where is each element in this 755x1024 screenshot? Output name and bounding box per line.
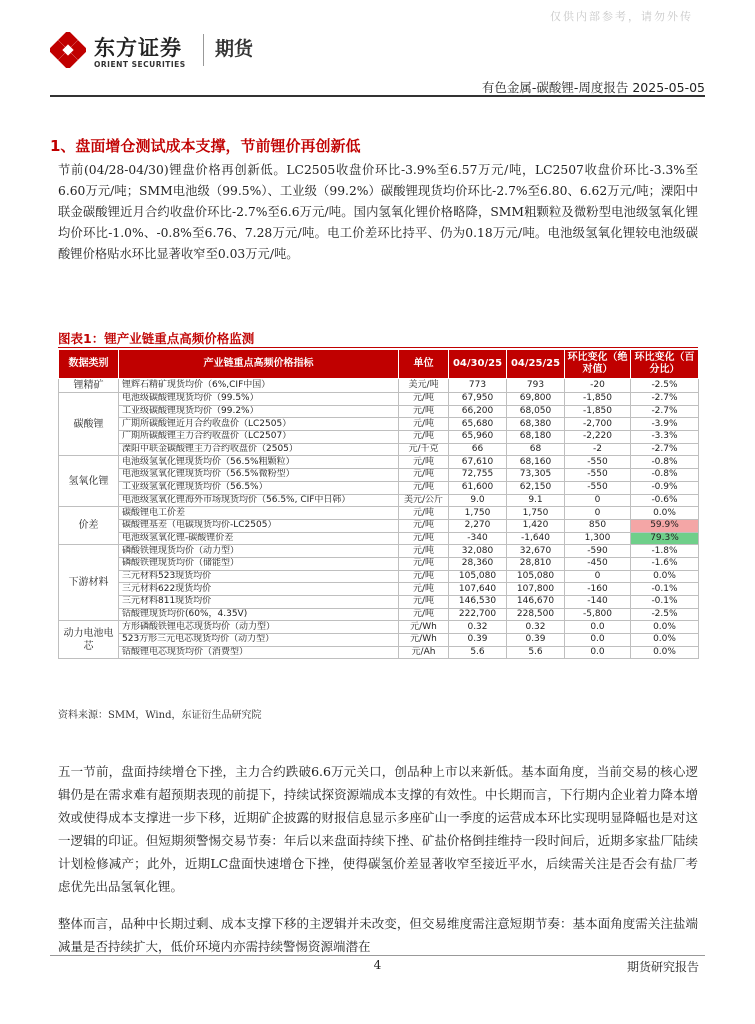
category-cell: 碳酸锂 <box>59 393 119 456</box>
change-absolute-cell: -20 <box>565 379 631 393</box>
table-row <box>59 532 699 545</box>
header-change-percent: 环比变化（百分比） <box>631 350 699 379</box>
value-current-cell: 32,080 <box>449 545 507 558</box>
change-percent-cell: -2.7% <box>631 443 699 456</box>
indicator-cell: 广期所碳酸锂近月合约收盘价（LC2505） <box>119 418 399 431</box>
page-number: 4 <box>373 958 382 972</box>
value-current-cell: 222,700 <box>449 608 507 621</box>
table-row <box>59 494 699 507</box>
table-row <box>59 443 699 456</box>
value-previous-cell: 69,800 <box>507 393 565 406</box>
unit-cell: 元/吨 <box>399 405 449 418</box>
value-current-cell: 65,960 <box>449 431 507 444</box>
unit-cell: 元/吨 <box>399 431 449 444</box>
table-row <box>59 557 699 570</box>
unit-cell: 元/吨 <box>399 545 449 558</box>
change-absolute-cell: 0.0 <box>565 634 631 647</box>
change-percent-cell: -3.9% <box>631 418 699 431</box>
unit-cell: 元/吨 <box>399 481 449 494</box>
value-current-cell: 1,750 <box>449 507 507 520</box>
change-percent-cell: -1.6% <box>631 557 699 570</box>
orient-securities-logo-icon <box>50 32 86 68</box>
value-previous-cell: 1,420 <box>507 519 565 532</box>
change-absolute-cell: 0 <box>565 507 631 520</box>
unit-cell: 元/吨 <box>399 418 449 431</box>
table-row <box>59 545 699 558</box>
value-current-cell: 773 <box>449 379 507 393</box>
unit-cell: 元/吨 <box>399 570 449 583</box>
unit-cell: 美元/公斤 <box>399 494 449 507</box>
unit-cell: 元/吨 <box>399 596 449 609</box>
change-percent-cell: -2.7% <box>631 405 699 418</box>
indicator-cell: 三元材料811现货均价 <box>119 596 399 609</box>
table-row <box>59 418 699 431</box>
value-previous-cell: 228,500 <box>507 608 565 621</box>
value-current-cell: 5.6 <box>449 646 507 659</box>
change-absolute-cell: -5,800 <box>565 608 631 621</box>
value-previous-cell: 68,180 <box>507 431 565 444</box>
unit-cell: 美元/吨 <box>399 379 449 393</box>
table-row <box>59 646 699 659</box>
change-percent-cell: -2.7% <box>631 393 699 406</box>
change-percent-cell: -0.1% <box>631 583 699 596</box>
change-absolute-cell: 0.0 <box>565 646 631 659</box>
indicator-cell: 三元材料523现货均价 <box>119 570 399 583</box>
paragraph-analysis: 五一节前，盘面持续增仓下挫，主力合约跌破6.6万元关口，创品种上市以来新低。基本面角度，当前交易的核心逻辑仍是在需求难有超预期表现的前提下，持续试探资源端成本支撑的有效性。中长期而言，下行期内企业着力降本增效或使得成本支撑进一步下移，近期矿企披露的财报信息显示多座矿山一季度的运营成本环比实现明显降幅也是对这一逻辑的印证。但短期须警惕交易节奏：年后以来盘面持续下挫、矿盐价格倒挂维持一段时间后，近期多家盐厂陆续计划检修减产；此外，近期LC盘面快速增仓下挫，使得碳氢价差显著收窄至接近平水，后续需关注是否会有盐厂考虑优先出品氢氧化锂。 <box>58 764 698 894</box>
change-percent-cell: -0.8% <box>631 469 699 482</box>
value-current-cell: 66 <box>449 443 507 456</box>
table-row <box>59 596 699 609</box>
change-absolute-cell: -450 <box>565 557 631 570</box>
indicator-cell: 523方形三元电芯现货均价（动力型） <box>119 634 399 647</box>
indicator-cell: 电池级氢氧化锂现货均价（56.5%微粉型） <box>119 469 399 482</box>
report-header <box>50 28 705 95</box>
unit-cell: 元/Wh <box>399 621 449 634</box>
change-absolute-cell: -2,700 <box>565 418 631 431</box>
table-row <box>59 507 699 520</box>
unit-cell: 元/吨 <box>399 507 449 520</box>
value-previous-cell: 107,800 <box>507 583 565 596</box>
source-note: 资料来源：SMM，Wind，东证衍生品研究院 <box>58 710 262 721</box>
brand-name-en: ORIENT SECURITIES <box>94 60 186 69</box>
indicator-cell: 电池级氢氧化锂-碳酸锂价差 <box>119 532 399 545</box>
value-previous-cell: 32,670 <box>507 545 565 558</box>
table-row <box>59 519 699 532</box>
watermark: 仅供内部参考，请勿外传 <box>550 10 693 23</box>
change-percent-cell: -0.1% <box>631 596 699 609</box>
table-row <box>59 570 699 583</box>
header-divider <box>50 95 705 97</box>
change-percent-cell: -1.8% <box>631 545 699 558</box>
indicator-cell: 碳酸锂基差（电碳现货均价-LC2505） <box>119 519 399 532</box>
header-change-absolute: 环比变化（绝对值） <box>565 350 631 379</box>
value-current-cell: 72,755 <box>449 469 507 482</box>
change-absolute-cell: -550 <box>565 481 631 494</box>
change-absolute-cell: 850 <box>565 519 631 532</box>
category-cell: 下游材料 <box>59 545 119 621</box>
value-current-cell: 61,600 <box>449 481 507 494</box>
change-absolute-cell: 1,300 <box>565 532 631 545</box>
change-absolute-cell: -2 <box>565 443 631 456</box>
value-previous-cell: 0.32 <box>507 621 565 634</box>
indicator-cell: 工业级碳酸锂现货均价（99.2%） <box>119 405 399 418</box>
value-previous-cell: 1,750 <box>507 507 565 520</box>
category-cell: 氢氧化锂 <box>59 456 119 507</box>
change-percent-cell: -0.9% <box>631 481 699 494</box>
change-percent-cell: 0.0% <box>631 634 699 647</box>
value-current-cell: 67,950 <box>449 393 507 406</box>
chart-title-underline <box>58 347 698 348</box>
value-current-cell: 66,200 <box>449 405 507 418</box>
change-percent-cell: 0.0% <box>631 570 699 583</box>
indicator-cell: 方形磷酸铁锂电芯现货均价（动力型） <box>119 621 399 634</box>
indicator-cell: 三元材料622现货均价 <box>119 583 399 596</box>
change-percent-cell: 0.0% <box>631 507 699 520</box>
table-header-row <box>59 350 699 379</box>
footer-divider <box>50 955 705 956</box>
header-unit: 单位 <box>399 350 449 379</box>
value-previous-cell: 9.1 <box>507 494 565 507</box>
change-absolute-cell: 0 <box>565 494 631 507</box>
table-row <box>59 481 699 494</box>
paragraph-price-summary: 节前(04/28-04/30)锂盘价格再创新低。LC2505收盘价环比-3.9%至6.57万元/吨，LC2507收盘价环比-3.3%至6.60万元/吨；SMM电池级（99.5%）、工业级（99.2%）碳酸锂现货均价环比-2.7%至6.80、6.62万元/吨；溧阳中联金碳酸锂近月合约收盘价环比-2.7%至6.6万元/吨。国内氢氧化锂价格略降，SMM粗颗粒及微粉型电池级氢氧化锂均价环比-1.0%、-0.8%至6.76、7.28万元/吨。电工价差环比持平、仍为0.18万元/吨。电池级氢氧化锂较电池级碳酸锂价格贴水环比显著收窄至0.03万元/吨。 <box>58 163 698 261</box>
value-current-cell: 28,360 <box>449 557 507 570</box>
table-row <box>59 379 699 393</box>
change-percent-cell: 0.0% <box>631 621 699 634</box>
change-absolute-cell: -590 <box>565 545 631 558</box>
unit-cell: 元/千克 <box>399 443 449 456</box>
brand-divider <box>203 34 204 66</box>
value-previous-cell: 68 <box>507 443 565 456</box>
change-percent-cell: 59.9% <box>631 519 699 532</box>
change-percent-cell: -3.3% <box>631 431 699 444</box>
unit-cell: 元/吨 <box>399 557 449 570</box>
indicator-cell: 磷酸铁锂现货均价（动力型） <box>119 545 399 558</box>
value-previous-cell: 68,050 <box>507 405 565 418</box>
value-current-cell: 0.32 <box>449 621 507 634</box>
brand-division: 期货 <box>215 38 254 60</box>
indicator-cell: 锂辉石精矿现货均价（6%,CIF中国） <box>119 379 399 393</box>
unit-cell: 元/吨 <box>399 532 449 545</box>
value-current-cell: 107,640 <box>449 583 507 596</box>
brand-name-cn: 东方证券 <box>94 36 182 60</box>
change-absolute-cell: -1,850 <box>565 393 631 406</box>
value-previous-cell: 28,810 <box>507 557 565 570</box>
value-current-cell: 9.0 <box>449 494 507 507</box>
change-absolute-cell: -1,850 <box>565 405 631 418</box>
category-cell: 动力电池电芯 <box>59 621 119 659</box>
value-current-cell: 67,610 <box>449 456 507 469</box>
table-row <box>59 621 699 634</box>
value-current-cell: 0.39 <box>449 634 507 647</box>
value-previous-cell: 5.6 <box>507 646 565 659</box>
category-cell: 锂精矿 <box>59 379 119 393</box>
change-absolute-cell: -160 <box>565 583 631 596</box>
table-row <box>59 456 699 469</box>
unit-cell: 元/吨 <box>399 469 449 482</box>
value-current-cell: 65,680 <box>449 418 507 431</box>
table-row <box>59 431 699 444</box>
unit-cell: 元/吨 <box>399 519 449 532</box>
change-absolute-cell: -140 <box>565 596 631 609</box>
change-percent-cell: 79.3% <box>631 532 699 545</box>
indicator-cell: 电池级氢氧化锂现货均价（56.5%粗颗粒） <box>119 456 399 469</box>
unit-cell: 元/吨 <box>399 456 449 469</box>
value-previous-cell: 68,380 <box>507 418 565 431</box>
section-heading: 1、盘面增仓测试成本支撑，节前锂价再创新低 <box>50 137 361 155</box>
unit-cell: 元/吨 <box>399 608 449 621</box>
change-percent-cell: 0.0% <box>631 646 699 659</box>
value-previous-cell: -1,640 <box>507 532 565 545</box>
table-row <box>59 393 699 406</box>
indicator-cell: 碳酸锂电工价差 <box>119 507 399 520</box>
indicator-cell: 钴酸锂电芯现货均价（消费型） <box>119 646 399 659</box>
table-row <box>59 405 699 418</box>
change-percent-cell: -0.6% <box>631 494 699 507</box>
change-absolute-cell: 0 <box>565 570 631 583</box>
indicator-cell: 工业级氢氧化锂现货均价（56.5%） <box>119 481 399 494</box>
value-previous-cell: 146,670 <box>507 596 565 609</box>
header-date-previous: 04/25/25 <box>507 350 565 379</box>
change-percent-cell: -2.5% <box>631 608 699 621</box>
indicator-cell: 广期所碳酸锂主力合约收盘价（LC2507） <box>119 431 399 444</box>
table-row <box>59 634 699 647</box>
unit-cell: 元/吨 <box>399 583 449 596</box>
value-current-cell: -340 <box>449 532 507 545</box>
indicator-cell: 磷酸铁锂现货均价（储能型） <box>119 557 399 570</box>
chart-title: 图表1：锂产业链重点高频价格监测 <box>58 331 255 346</box>
value-previous-cell: 68,160 <box>507 456 565 469</box>
change-percent-cell: -0.8% <box>631 456 699 469</box>
value-previous-cell: 73,305 <box>507 469 565 482</box>
value-current-cell: 146,530 <box>449 596 507 609</box>
table-row <box>59 583 699 596</box>
unit-cell: 元/吨 <box>399 393 449 406</box>
value-current-cell: 2,270 <box>449 519 507 532</box>
value-current-cell: 105,080 <box>449 570 507 583</box>
header-indicator: 产业链重点高频价格指标 <box>119 350 399 379</box>
value-previous-cell: 0.39 <box>507 634 565 647</box>
table-row <box>59 608 699 621</box>
value-previous-cell: 793 <box>507 379 565 393</box>
table-row <box>59 469 699 482</box>
change-absolute-cell: -550 <box>565 469 631 482</box>
change-percent-cell: -2.5% <box>631 379 699 393</box>
paragraph-conclusion: 整体而言，品种中长期过剩、成本支撑下移的主逻辑并未改变，但交易维度需注意短期节奏：基本面角度需关注盐端减量是否持续扩大，低价环境内亦需持续警惕资源端潜在 <box>58 916 698 954</box>
change-absolute-cell: -550 <box>565 456 631 469</box>
unit-cell: 元/Ah <box>399 646 449 659</box>
indicator-cell: 溧阳中联金碳酸锂主力合约收盘价（2505） <box>119 443 399 456</box>
value-previous-cell: 62,150 <box>507 481 565 494</box>
value-previous-cell: 105,080 <box>507 570 565 583</box>
indicator-cell: 钴酸锂现货均价(60%，4.35V) <box>119 608 399 621</box>
report-title: 有色金属-碳酸锂-周度报告 2025-05-05 <box>481 80 705 95</box>
unit-cell: 元/Wh <box>399 634 449 647</box>
header-category: 数据类别 <box>59 350 119 379</box>
change-absolute-cell: 0.0 <box>565 621 631 634</box>
price-monitor-table <box>58 349 699 659</box>
indicator-cell: 电池级氢氧化锂海外市场现货均价（56.5%, CIF中日韩） <box>119 494 399 507</box>
indicator-cell: 电池级碳酸锂现货均价（99.5%） <box>119 393 399 406</box>
category-cell: 价差 <box>59 507 119 545</box>
header-date-current: 04/30/25 <box>449 350 507 379</box>
footer-label: 期货研究报告 <box>626 960 699 974</box>
change-absolute-cell: -2,220 <box>565 431 631 444</box>
